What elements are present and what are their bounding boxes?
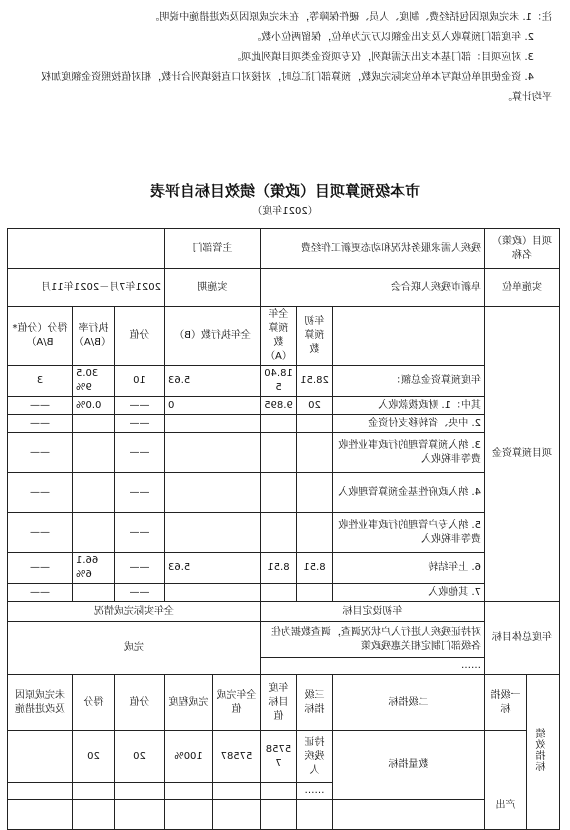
indicator-empty [7, 800, 72, 830]
budget-cell: —— [115, 433, 165, 473]
budget-cell [261, 473, 297, 513]
budget-cell [261, 433, 297, 473]
budget-cell [165, 433, 261, 473]
indicator-header: 年度目标值 [261, 675, 297, 731]
budget-cell: 3 [7, 366, 72, 397]
budget-col-header: 分值 [115, 307, 165, 366]
budget-cell: 66.16% [73, 553, 115, 584]
note-line: 2. 年度部门预算收入及支出金额以万元为单位，保留两位小数。 [251, 32, 534, 43]
budget-row-label: 其中：1. 财政拨款收入 [333, 397, 485, 415]
doc-title: 市本级预算项目（政策）绩效目标自评表 [150, 182, 421, 200]
indicator-header: 完成程度 [165, 675, 213, 731]
indicator-empty [333, 800, 485, 830]
note-line: 平均计算。 [502, 92, 552, 103]
budget-cell [165, 415, 261, 433]
budget-cell: 5.63 [165, 553, 261, 584]
budget-cell [297, 584, 333, 602]
goal-actual-text: 完成 [7, 622, 260, 675]
budget-col-header: 全年执行数（B） [165, 307, 261, 366]
budget-cell [297, 415, 333, 433]
budget-cell: 18.405 [261, 366, 297, 397]
indicator-target: 57587 [261, 731, 297, 783]
budget-section-label: 项目预算资金 [485, 307, 560, 602]
indicator-l3: 持证残疾人 [297, 731, 333, 783]
budget-cell: —— [7, 553, 72, 584]
goal-planned-more: …… [261, 658, 485, 675]
budget-cell: —— [115, 415, 165, 433]
indicator-l3-more: …… [297, 783, 333, 800]
indicator-header: 未完成原因及改进措施 [7, 675, 72, 731]
goal-actual-label: 全年实际完成情况 [7, 602, 260, 622]
indicator-header: 得分 [73, 675, 115, 731]
budget-cell [165, 513, 261, 553]
project-name-value: 残疾人需求服务状况和动态更新工作经费 [261, 229, 485, 269]
goal-planned-text: 对持证残疾人进行入户状况调查，调查数据为住各级部门制定相关惠残政策 [261, 622, 485, 658]
budget-cell: —— [7, 415, 72, 433]
budget-cell [165, 584, 261, 602]
budget-row-label: 3. 纳入预算管理的行政事业性收费等非税收入 [333, 433, 485, 473]
indicator-empty [213, 800, 261, 830]
doc-year: （2021年度） [252, 206, 318, 217]
budget-cell: —— [7, 397, 72, 415]
indicator-header: 二级指标 [333, 675, 485, 731]
budget-row-label: 7. 其他收入 [333, 584, 485, 602]
budget-col-header: 得分（分值*B/A） [7, 307, 72, 366]
indicator-header: 一级指标 [485, 675, 527, 731]
indicator-l1-text: 产出 [495, 800, 516, 811]
budget-cell [73, 433, 115, 473]
budget-cell [261, 584, 297, 602]
budget-cell: —— [7, 473, 72, 513]
impl-unit-value: 阜新市残疾人联合会 [261, 269, 485, 307]
indicator-empty [261, 800, 297, 830]
indicators-section-text: 绩效指标 [537, 727, 548, 772]
budget-row-label: 5. 纳入专户管理的行政事业性收费等非税收入 [333, 513, 485, 553]
budget-cell: 28.51 [297, 366, 333, 397]
indicator-empty [73, 800, 115, 830]
impl-unit-label: 实施单位 [485, 269, 560, 307]
indicator-header: 全年完成值 [213, 675, 261, 731]
indicator-header: 分值 [115, 675, 165, 731]
indicator-score: 20 [115, 731, 165, 783]
budget-cell: —— [115, 473, 165, 513]
indicator-got: 20 [73, 731, 115, 783]
note-line: 3. 对应项目：部门基本支出无需填列，仅专项资金类项目填列此项。 [231, 52, 534, 63]
budget-cell [297, 433, 333, 473]
budget-cell: —— [115, 553, 165, 584]
indicator-empty [115, 800, 165, 830]
indicator-empty [165, 800, 213, 830]
budget-cell [297, 513, 333, 553]
budget-cell: 0 [165, 397, 261, 415]
budget-row-label: 年度预算资金总额： [333, 366, 485, 397]
budget-cell: —— [7, 433, 72, 473]
indicator-reason [7, 731, 72, 783]
budget-cell [165, 473, 261, 513]
budget-col-header: 全年预算数（A） [261, 307, 297, 366]
indicator-empty [115, 783, 165, 800]
indicator-empty [261, 783, 297, 800]
budget-cell: 10 [115, 366, 165, 397]
budget-cell [261, 415, 297, 433]
budget-cell: —— [115, 397, 165, 415]
budget-cell: —— [115, 513, 165, 553]
budget-cell [297, 473, 333, 513]
period-value: 2021年7月－2021年11月 [7, 269, 164, 307]
indicator-header: 三级指标 [297, 675, 333, 731]
budget-col-header: 执行率（B/A） [73, 307, 115, 366]
budget-cell: 30.59% [73, 366, 115, 397]
budget-cell: —— [7, 584, 72, 602]
indicator-actual: 57587 [213, 731, 261, 783]
budget-cell: 9.895 [261, 397, 297, 415]
budget-cell: 8.51 [297, 553, 333, 584]
budget-row-label: 4. 纳入政府性基金预算管理收入 [333, 473, 485, 513]
note-line: 4. 资金使用单位填写本单位实际完成数，预算部门汇总时，对接对口直接填列合计数，相对值按照资金额度加权 [41, 72, 534, 83]
indicator-degree: 100% [165, 731, 213, 783]
budget-cell: 8.51 [261, 553, 297, 584]
evaluation-table [7, 228, 560, 830]
budget-cell [261, 513, 297, 553]
goal-section-label: 年度总体目标 [485, 602, 560, 675]
budget-row-label: 2. 中央、省转移支付资金 [333, 415, 485, 433]
budget-cell: 0.0% [73, 397, 115, 415]
dept-value [7, 229, 164, 269]
budget-cell: 20 [297, 397, 333, 415]
budget-cell [73, 473, 115, 513]
budget-cell: —— [115, 584, 165, 602]
notes-block [12, 8, 552, 108]
note-line: 注：1. 未完成原因包括经费、制度、人员、硬件保障等，在未完成原因及改进措施中说明。 [149, 12, 552, 23]
budget-blank-header [333, 307, 485, 366]
indicator-empty [7, 783, 72, 800]
budget-row-label: 6. 上年结转 [333, 553, 485, 584]
budget-cell [73, 415, 115, 433]
indicator-empty [213, 783, 261, 800]
indicator-empty [297, 800, 333, 830]
goal-planned-label: 年初设定目标 [261, 602, 485, 622]
budget-cell: 5.63 [165, 366, 261, 397]
budget-cell [73, 584, 115, 602]
indicator-empty [73, 783, 115, 800]
budget-cell [73, 513, 115, 553]
indicator-empty [165, 783, 213, 800]
dept-label: 主管部门 [165, 229, 261, 269]
budget-cell: —— [7, 513, 72, 553]
indicator-l2: 数量指标 [333, 731, 485, 800]
indicators-section-label [527, 675, 560, 830]
indicator-l1 [485, 731, 527, 830]
period-label: 实施期 [165, 269, 261, 307]
budget-col-header: 年初预算数 [297, 307, 333, 366]
project-name-label: 项目（政策）名称 [485, 229, 560, 269]
